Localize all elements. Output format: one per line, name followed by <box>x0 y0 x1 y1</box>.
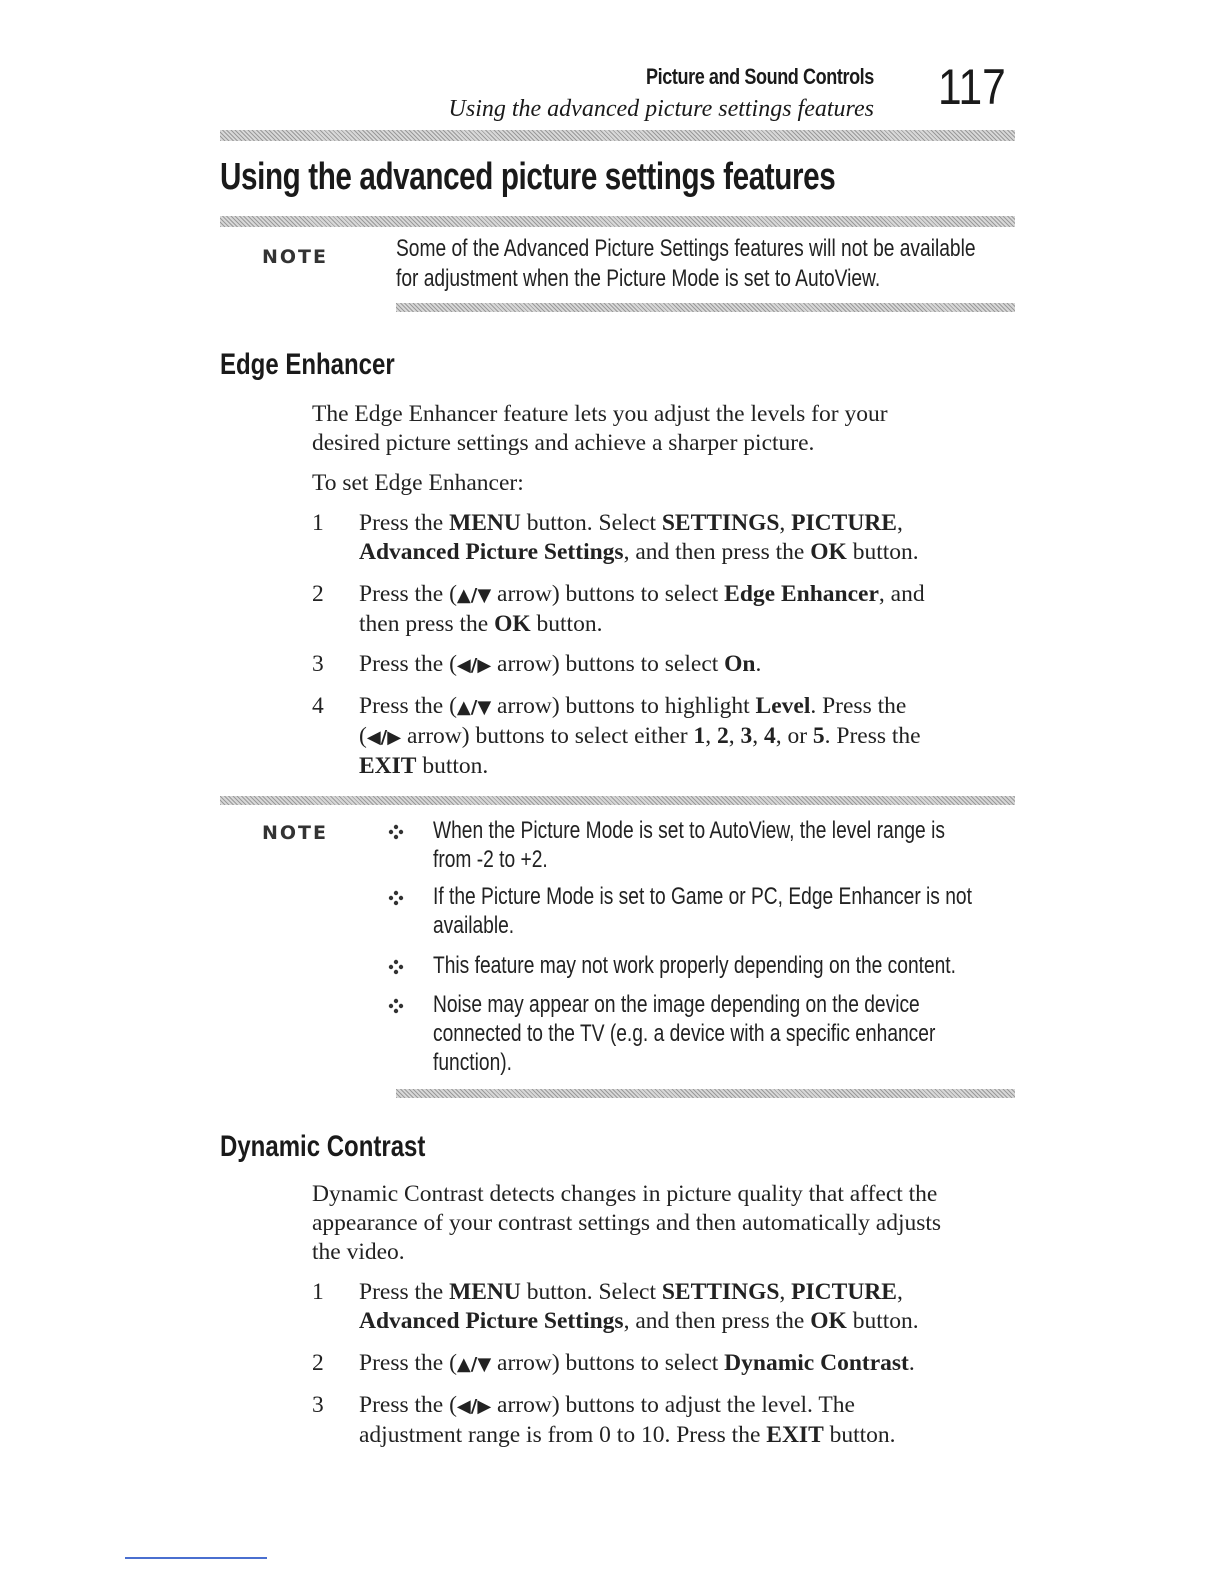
text-run: button. <box>823 1422 896 1448</box>
arrow-keys-icon: ▲/▼ <box>456 697 492 718</box>
text-run: then press the <box>359 611 495 637</box>
note-bullet-text <box>433 816 1009 874</box>
note-line: connected to the TV (e.g. a device with a specific enhancer <box>433 1020 936 1047</box>
text-run: . <box>908 1350 915 1376</box>
text-run: Press the ( <box>359 1350 457 1376</box>
step-text <box>359 1349 1009 1379</box>
step-number: 2 <box>312 1350 324 1376</box>
step-line <box>359 1278 1009 1307</box>
text-run: arrow) buttons to select <box>491 581 725 607</box>
text-run: arrow) buttons to select <box>491 651 725 677</box>
page-title: Using the advanced picture settings features <box>220 156 836 198</box>
text-line: the video. <box>312 1239 405 1265</box>
text-run: , and then press the <box>623 539 811 565</box>
step-line <box>359 580 1009 610</box>
step-text <box>359 580 1009 639</box>
note2-top-rule <box>220 796 1015 805</box>
step-line <box>359 509 1009 538</box>
note-bullet-text <box>433 951 1009 980</box>
note-line: for adjustment when the Picture Mode is set to AutoView. <box>396 265 881 292</box>
text-run: , <box>896 510 903 536</box>
step-number: 4 <box>312 693 324 719</box>
step-text <box>359 1391 1009 1450</box>
step-line <box>359 650 1009 680</box>
text-line: desired picture settings and achieve a sharper picture. <box>312 430 815 456</box>
footer-link-line <box>125 1557 267 1559</box>
bold-term: 1 <box>693 723 706 749</box>
text-run: arrow) buttons to adjust the level. The <box>491 1392 855 1418</box>
note-bullet-text <box>433 882 1009 940</box>
text-run: button. Select <box>520 510 662 536</box>
header-rule <box>220 130 1015 141</box>
bold-term: OK <box>494 611 531 637</box>
step-text <box>359 509 1009 567</box>
note-bullet-text <box>433 990 1009 1077</box>
bold-term: EXIT <box>359 753 417 779</box>
text-run: adjustment range is from 0 to 10. Press the <box>359 1422 767 1448</box>
step-line <box>359 538 1009 567</box>
note-line: When the Picture Mode is set to AutoView, the level range is <box>433 817 945 844</box>
step-line <box>359 1421 1009 1450</box>
bold-term: SETTINGS <box>661 1279 780 1305</box>
text-run: , <box>779 1279 792 1305</box>
bold-term: 2 <box>716 723 729 749</box>
bold-term: PICTURE <box>791 1279 897 1305</box>
section-heading-edge-enhancer: Edge Enhancer <box>220 348 395 381</box>
bold-term: 3 <box>740 723 753 749</box>
text-run: . <box>755 651 762 677</box>
text-run: , and <box>878 581 925 607</box>
step-number: 2 <box>312 581 324 607</box>
running-header-section: Picture and Sound Controls <box>646 64 874 89</box>
bold-term: MENU <box>449 1279 521 1305</box>
note-line: This feature may not work properly depending on the content. <box>433 952 956 979</box>
edge-to-set: To set Edge Enhancer: <box>312 470 524 496</box>
step-text <box>359 650 1009 680</box>
running-header-subsection: Using the advanced picture settings features <box>448 96 874 122</box>
text-run: Press the ( <box>359 581 457 607</box>
text-run: , <box>752 723 764 749</box>
text-run: arrow) buttons to select either <box>401 723 694 749</box>
bold-term: OK <box>810 1308 847 1334</box>
text-run: Press the <box>359 510 450 536</box>
step-line <box>359 1349 1009 1379</box>
note-line: from -2 to +2. <box>433 846 548 873</box>
title-rule <box>220 216 1015 227</box>
text-run: arrow) buttons to highlight <box>491 693 756 719</box>
text-line: The Edge Enhancer feature lets you adjust the levels for your <box>312 401 888 427</box>
step-text <box>359 1278 1009 1336</box>
step-number: 3 <box>312 1392 324 1418</box>
text-run: Press the ( <box>359 693 457 719</box>
text-line: Dynamic Contrast detects changes in picture quality that affect the <box>312 1181 938 1207</box>
diamond-bullet-icon <box>388 824 404 840</box>
diamond-bullet-icon <box>388 998 404 1014</box>
note-text <box>396 234 1012 294</box>
text-run: , <box>896 1279 903 1305</box>
bold-term: Level <box>755 693 811 719</box>
text-line: appearance of your contrast settings and then automatically adjusts <box>312 1210 942 1236</box>
text-run: . Press the <box>824 723 921 749</box>
bold-term: EXIT <box>766 1422 824 1448</box>
text-run: button. <box>530 611 603 637</box>
bold-term: Advanced Picture Settings <box>359 539 624 565</box>
bold-term: On <box>724 651 756 677</box>
text-run: Press the ( <box>359 1392 457 1418</box>
text-run: Press the <box>359 1279 450 1305</box>
note-label: NOTE <box>262 822 328 844</box>
step-line <box>359 1391 1009 1421</box>
step-line <box>359 722 1009 752</box>
step-number: 1 <box>312 1279 324 1305</box>
step-line <box>359 752 1009 781</box>
diamond-bullet-icon <box>388 959 404 975</box>
bold-term: Dynamic Contrast <box>724 1350 909 1376</box>
text-run: ( <box>359 723 367 749</box>
text-run: , <box>779 510 792 536</box>
note-rule <box>396 303 1015 312</box>
diamond-bullet-icon <box>388 890 404 906</box>
dynamic-intro <box>312 1180 1012 1267</box>
step-line <box>359 1307 1009 1336</box>
text-run: button. <box>846 1308 919 1334</box>
text-run: button. <box>416 753 489 779</box>
bold-term: 5 <box>812 723 825 749</box>
bold-term: MENU <box>449 510 521 536</box>
arrow-keys-icon: ◀/▶ <box>456 655 492 676</box>
step-line <box>359 692 1009 722</box>
note-line: function). <box>433 1049 512 1076</box>
arrow-keys-icon: ◀/▶ <box>366 727 402 748</box>
step-number: 1 <box>312 510 324 536</box>
text-run: , <box>705 723 717 749</box>
step-text <box>359 692 1009 781</box>
arrow-keys-icon: ◀/▶ <box>456 1396 492 1417</box>
note-label: NOTE <box>262 246 328 268</box>
text-run: button. <box>846 539 919 565</box>
edge-intro <box>312 400 1012 458</box>
arrow-keys-icon: ▲/▼ <box>456 585 492 606</box>
section-heading-dynamic-contrast: Dynamic Contrast <box>220 1130 426 1163</box>
bold-term: Advanced Picture Settings <box>359 1308 624 1334</box>
text-run: button. Select <box>520 1279 662 1305</box>
note-line: If the Picture Mode is set to Game or PC, Edge Enhancer is not <box>433 883 972 910</box>
bold-term: Edge Enhancer <box>724 581 879 607</box>
bold-term: PICTURE <box>791 510 897 536</box>
arrow-keys-icon: ▲/▼ <box>456 1354 492 1375</box>
bold-term: OK <box>810 539 847 565</box>
text-run: , <box>728 723 741 749</box>
text-run: . Press the <box>810 693 907 719</box>
note-line: Noise may appear on the image depending on the device <box>433 991 920 1018</box>
note-line: available. <box>433 912 515 939</box>
text-run: , and then press the <box>623 1308 811 1334</box>
text-run: , or <box>775 723 813 749</box>
step-number: 3 <box>312 651 324 677</box>
page-number: 117 <box>938 59 1006 115</box>
bold-term: SETTINGS <box>661 510 780 536</box>
step-line <box>359 610 1009 639</box>
bold-term: 4 <box>763 723 776 749</box>
note-line: Some of the Advanced Picture Settings features will not be available <box>396 235 976 262</box>
note2-bottom-rule <box>396 1089 1015 1098</box>
text-run: arrow) buttons to select <box>491 1350 725 1376</box>
text-run: Press the ( <box>359 651 457 677</box>
